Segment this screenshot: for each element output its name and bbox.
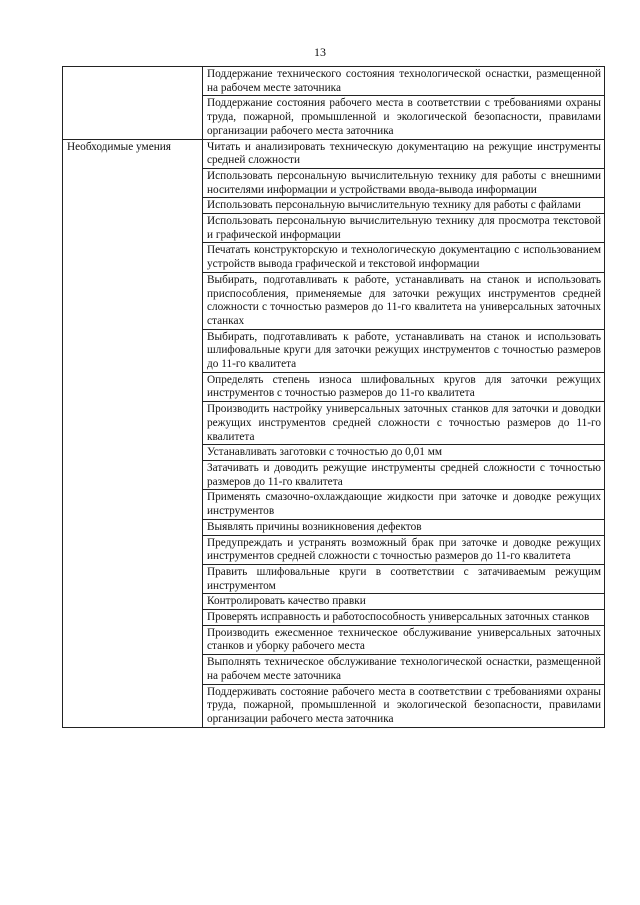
table-row [63,67,605,96]
skill-item-cell: Печатать конструкторскую и технологическую документацию с использованием устройств вывода графической и текстовой информации [203,243,605,272]
continued-label-cell [63,67,203,140]
skills-label-cell: Необходимые умения [63,139,203,727]
skill-item-cell: Предупреждать и устранять возможный брак при заточке и доводке режущих инструментов средней сложности с точностью размеров до 11-го квалитета [203,535,605,564]
skill-item-cell: Править шлифовальные круги в соответствии с затачиваемым режущим инструментом [203,564,605,593]
skill-item-cell: Выбирать, подготавливать к работе, устанавливать на станок и использовать шлифовальные круги для заточки режущих инструментов с точностью размеров до 11-го квалитета [203,329,605,372]
requirements-table-body [63,67,605,728]
skill-item-cell: Определять степень износа шлифовальных кругов для заточки режущих инструментов с точностью размеров до 11-го квалитета [203,372,605,401]
action-item-cell: Поддержание состояния рабочего места в соответствии с требованиями охраны труда, пожарной, промышленной и экологической безопасности, правилами организации рабочего места заточника [203,96,605,139]
skill-item-cell: Производить ежесменное техническое обслуживание универсальных заточных станков и уборку рабочего места [203,625,605,654]
skill-item-cell: Применять смазочно-охлаждающие жидкости при заточке и доводке режущих инструментов [203,490,605,519]
requirements-table [62,66,605,728]
skill-item-cell: Проверять исправность и работоспособность универсальных заточных станков [203,610,605,626]
skill-item-cell: Поддерживать состояние рабочего места в соответствии с требованиями охраны труда, пожарной, промышленной и экологической безопасности, правилами организации рабочего места заточника [203,684,605,727]
skill-item-cell: Производить настройку универсальных заточных станков для заточки и доводки режущих инструментов средней сложности с точностью размеров до 11-го квалитета [203,402,605,445]
skill-item-cell: Выявлять причины возникновения дефектов [203,519,605,535]
skill-item-cell: Выбирать, подготавливать к работе, устанавливать на станок и использовать приспособления, применяемые для заточки режущих инструментов средней сложности с точностью размеров до 11-го квалитета на универсальных заточных станках [203,272,605,329]
skill-item-cell: Контролировать качество правки [203,594,605,610]
page-number: 13 [314,45,326,59]
table-row [63,139,605,168]
action-item-cell: Поддержание технического состояния технологической оснастки, размещенной на рабочем месте заточника [203,67,605,96]
skill-item-cell: Устанавливать заготовки с точностью до 0,01 мм [203,445,605,461]
skill-item-cell: Использовать персональную вычислительную технику для работы с файлами [203,198,605,214]
skill-item-cell: Читать и анализировать техническую документацию на режущие инструменты средней сложности [203,139,605,168]
skill-item-cell: Затачивать и доводить режущие инструменты средней сложности с точностью размеров до 11-го квалитета [203,460,605,489]
skill-item-cell: Использовать персональную вычислительную технику для работы с внешними носителями информации и устройствами ввода-вывода информации [203,168,605,197]
skill-item-cell: Выполнять техническое обслуживание технологической оснастки, размещенной на рабочем месте заточника [203,655,605,684]
skill-item-cell: Использовать персональную вычислительную технику для просмотра текстовой и графической информации [203,214,605,243]
